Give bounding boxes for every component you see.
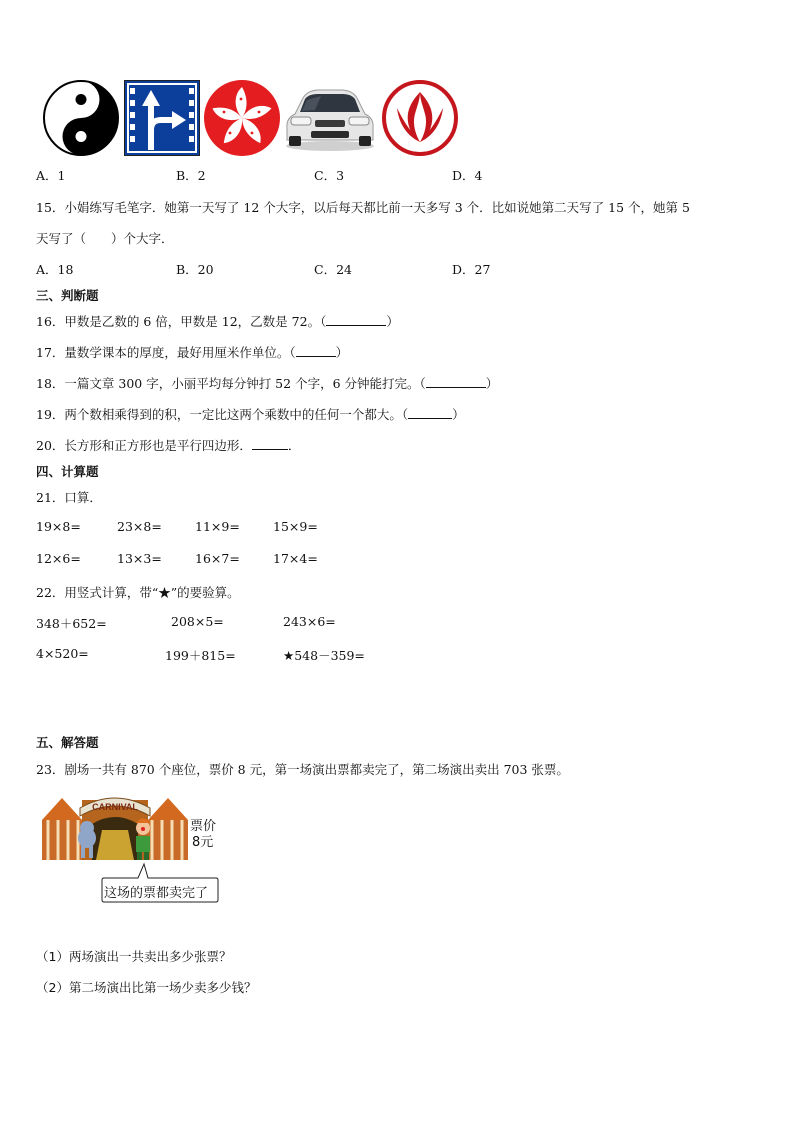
ticket-price-value: 8元	[192, 835, 214, 850]
calc-item: 16×7=	[195, 551, 240, 566]
option-b: B．20	[176, 262, 214, 277]
option-c: C．3	[314, 168, 345, 183]
question-19	[36, 405, 465, 423]
question-15-line2: 天写了（ ）个大字．	[36, 231, 174, 246]
calc-item: 17×4=	[273, 551, 318, 566]
calc-item: 15×9=	[273, 519, 318, 534]
carnival-sign: CARNIVAL	[92, 802, 138, 812]
question-22-title: 22．用竖式计算，带“★”的要验算。	[36, 585, 240, 600]
calc-item: 11×9=	[195, 519, 240, 534]
question-text: 20．长方形和正方形也是平行四边形．	[36, 438, 252, 453]
question-text: 17．量数学课本的厚度，最好用厘米作单位。（	[36, 345, 296, 360]
sub-question-1: （1）两场演出一共卖出多少张票？	[36, 949, 232, 964]
bracket-close: ）	[335, 345, 349, 360]
question-text: 19．两个数相乘得到的积，一定比这两个乘数中的任何一个都大。（	[36, 407, 409, 422]
road-direction-sign-image	[124, 80, 200, 156]
question-17	[36, 343, 348, 361]
calc-item: 23×8=	[117, 519, 162, 534]
dongfeng-logo-image	[381, 80, 459, 156]
option-b: B．2	[176, 168, 206, 183]
bracket-close: ）	[452, 407, 465, 422]
bauhinia-flag-image	[203, 79, 281, 157]
question-21-title: 21．口算．	[36, 490, 102, 505]
bracket-close: ）	[485, 376, 499, 391]
section-title: 五、解答题	[36, 735, 99, 750]
option-d: D．4	[452, 168, 483, 183]
yin-yang-image	[41, 79, 121, 157]
option-c: C．24	[314, 262, 352, 277]
car-image	[281, 84, 379, 152]
question-20	[36, 436, 300, 454]
calc-item: 199＋815=	[165, 648, 236, 663]
bracket-close: ）	[386, 314, 399, 329]
carnival-illustration	[40, 790, 190, 862]
option-d: D．27	[452, 262, 491, 277]
calc-item: 243×6=	[283, 614, 336, 629]
section-title: 四、计算题	[36, 464, 99, 479]
period: ．	[287, 438, 301, 453]
answer-blank[interactable]	[426, 375, 486, 388]
calc-item: 19×8=	[36, 519, 81, 534]
question-18	[36, 374, 498, 392]
option-a: A．18	[36, 262, 74, 277]
question-23-text: 23．剧场一共有 870 个座位，票价 8 元，第一场演出票都卖完了，第二场演出卖出 703 张票。	[36, 762, 569, 777]
bubble-text: 这场的票都卖完了	[104, 886, 209, 901]
calc-item: 208×5=	[171, 614, 224, 629]
sub-question-2: （2）第二场演出比第一场少卖多少钱？	[36, 980, 257, 995]
question-16	[36, 312, 399, 330]
calc-item: 13×3=	[117, 551, 162, 566]
answer-blank[interactable]	[408, 406, 452, 419]
answer-blank[interactable]	[326, 313, 386, 326]
question-text: 16．甲数是乙数的 6 倍，甲数是 12，乙数是 72。（	[36, 314, 327, 329]
ticket-price-label: 票价	[190, 819, 217, 834]
calc-item: 348＋652=	[36, 616, 107, 631]
question-15-line1: 15．小娟练写毛笔字．她第一天写了 12 个大字，以后每天都比前一天多写 3 个．比如说她第二天写了 15 个，她第 5	[36, 200, 690, 215]
answer-blank[interactable]	[252, 437, 288, 450]
option-a: A．1	[36, 168, 66, 183]
calc-item: 4×520=	[36, 646, 89, 661]
answer-blank[interactable]	[296, 344, 336, 357]
calc-item: 12×6=	[36, 551, 81, 566]
calc-item: ★548－359=	[283, 648, 365, 663]
section-title: 三、判断题	[36, 288, 99, 303]
question-text: 18．一篇文章 300 字，小丽平均每分钟打 52 个字，6 分钟能打完。（	[36, 376, 426, 391]
